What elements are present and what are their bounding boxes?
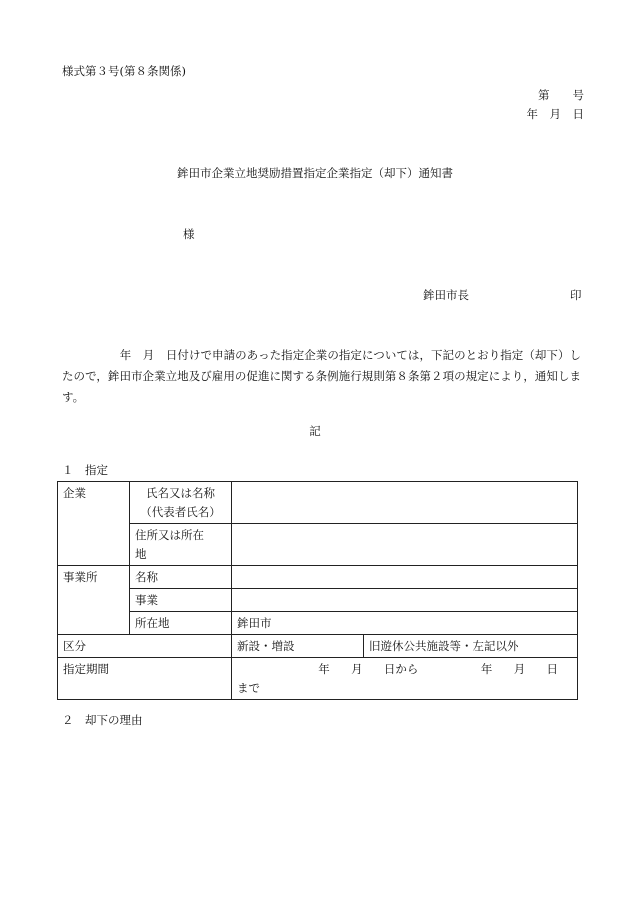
period-date-line <box>237 660 572 679</box>
company-label-text: 企業 <box>63 486 86 500</box>
name-label-line2: （代表者氏名） <box>140 505 221 519</box>
period-label <box>58 658 232 700</box>
period-spacer-mid <box>440 660 460 679</box>
period-to-month: 月 <box>513 662 526 676</box>
period-to-year: 年 <box>480 662 493 676</box>
category-option-2-text: 旧遊休公共施設等・左記以外 <box>369 639 519 653</box>
address-label-cell <box>130 524 232 566</box>
office-label <box>58 566 130 635</box>
section2-heading: ２ 却下の理由 <box>62 713 143 727</box>
category-option-1[interactable] <box>232 635 364 658</box>
table-row-office-business <box>58 589 578 612</box>
table-row-company-address <box>58 524 578 566</box>
name-value-cell[interactable] <box>232 482 578 524</box>
office-label-text: 事業所 <box>63 570 98 584</box>
name-label-cell <box>130 482 232 524</box>
period-from-year: 年 <box>318 662 330 676</box>
period-spacer <box>237 660 297 679</box>
document-date-line: 年 月 日 <box>526 107 584 121</box>
office-location-label <box>130 612 232 635</box>
form-code: 様式第３号(第８条関係) <box>62 64 186 78</box>
category-option-1-text: 新設・増設 <box>237 639 295 653</box>
office-name-value-cell[interactable] <box>232 566 578 589</box>
office-location-value: 鉾田市 <box>237 616 272 630</box>
office-location-label-text: 所在地 <box>135 616 170 630</box>
period-until: まで <box>237 681 260 695</box>
office-name-label <box>130 566 232 589</box>
office-name-label-text: 名称 <box>135 570 158 584</box>
office-business-label-text: 事業 <box>135 593 158 607</box>
period-to-day: 日 <box>546 662 558 676</box>
period-from-day: 日から <box>383 662 419 676</box>
category-label-text: 区分 <box>63 639 86 653</box>
office-location-value-cell[interactable] <box>232 612 578 635</box>
sender-name: 鉾田市長 <box>423 288 469 302</box>
office-business-value-cell[interactable] <box>232 589 578 612</box>
period-label-text: 指定期間 <box>63 662 109 676</box>
period-from-month: 月 <box>351 662 363 676</box>
seal-mark: 印 <box>570 288 582 302</box>
address-value-cell[interactable] <box>232 524 578 566</box>
table-row-category <box>58 635 578 658</box>
table-row-period <box>58 658 578 700</box>
addressee-suffix: 様 <box>183 227 195 241</box>
period-value-cell[interactable] <box>232 658 578 700</box>
address-label-line2: 地 <box>135 547 147 561</box>
section1-heading: １ 指定 <box>62 463 108 477</box>
ki-heading: 記 <box>309 424 321 438</box>
document-title: 鉾田市企業立地奨励措置指定企業指定（却下）通知書 <box>177 166 453 180</box>
table-row-office-location <box>58 612 578 635</box>
company-label <box>58 482 130 566</box>
office-business-label <box>130 589 232 612</box>
designation-table <box>57 481 578 700</box>
category-label <box>58 635 232 658</box>
table-row-company-name <box>58 482 578 524</box>
category-option-2[interactable] <box>364 635 578 658</box>
notice-body-text: 年 月 日付けで申請のあった指定企業の指定については，下記のとおり指定（却下）したので，鉾田市企業立地及び雇用の促進に関する条例施行規則第８条第２項の規定により，通知します。 <box>62 348 581 404</box>
name-label-line1: 氏名又は名称 <box>146 486 215 500</box>
address-label-line1: 住所又は所在 <box>135 528 204 542</box>
document-number-line: 第 号 <box>538 88 584 102</box>
table-row-office-name <box>58 566 578 589</box>
